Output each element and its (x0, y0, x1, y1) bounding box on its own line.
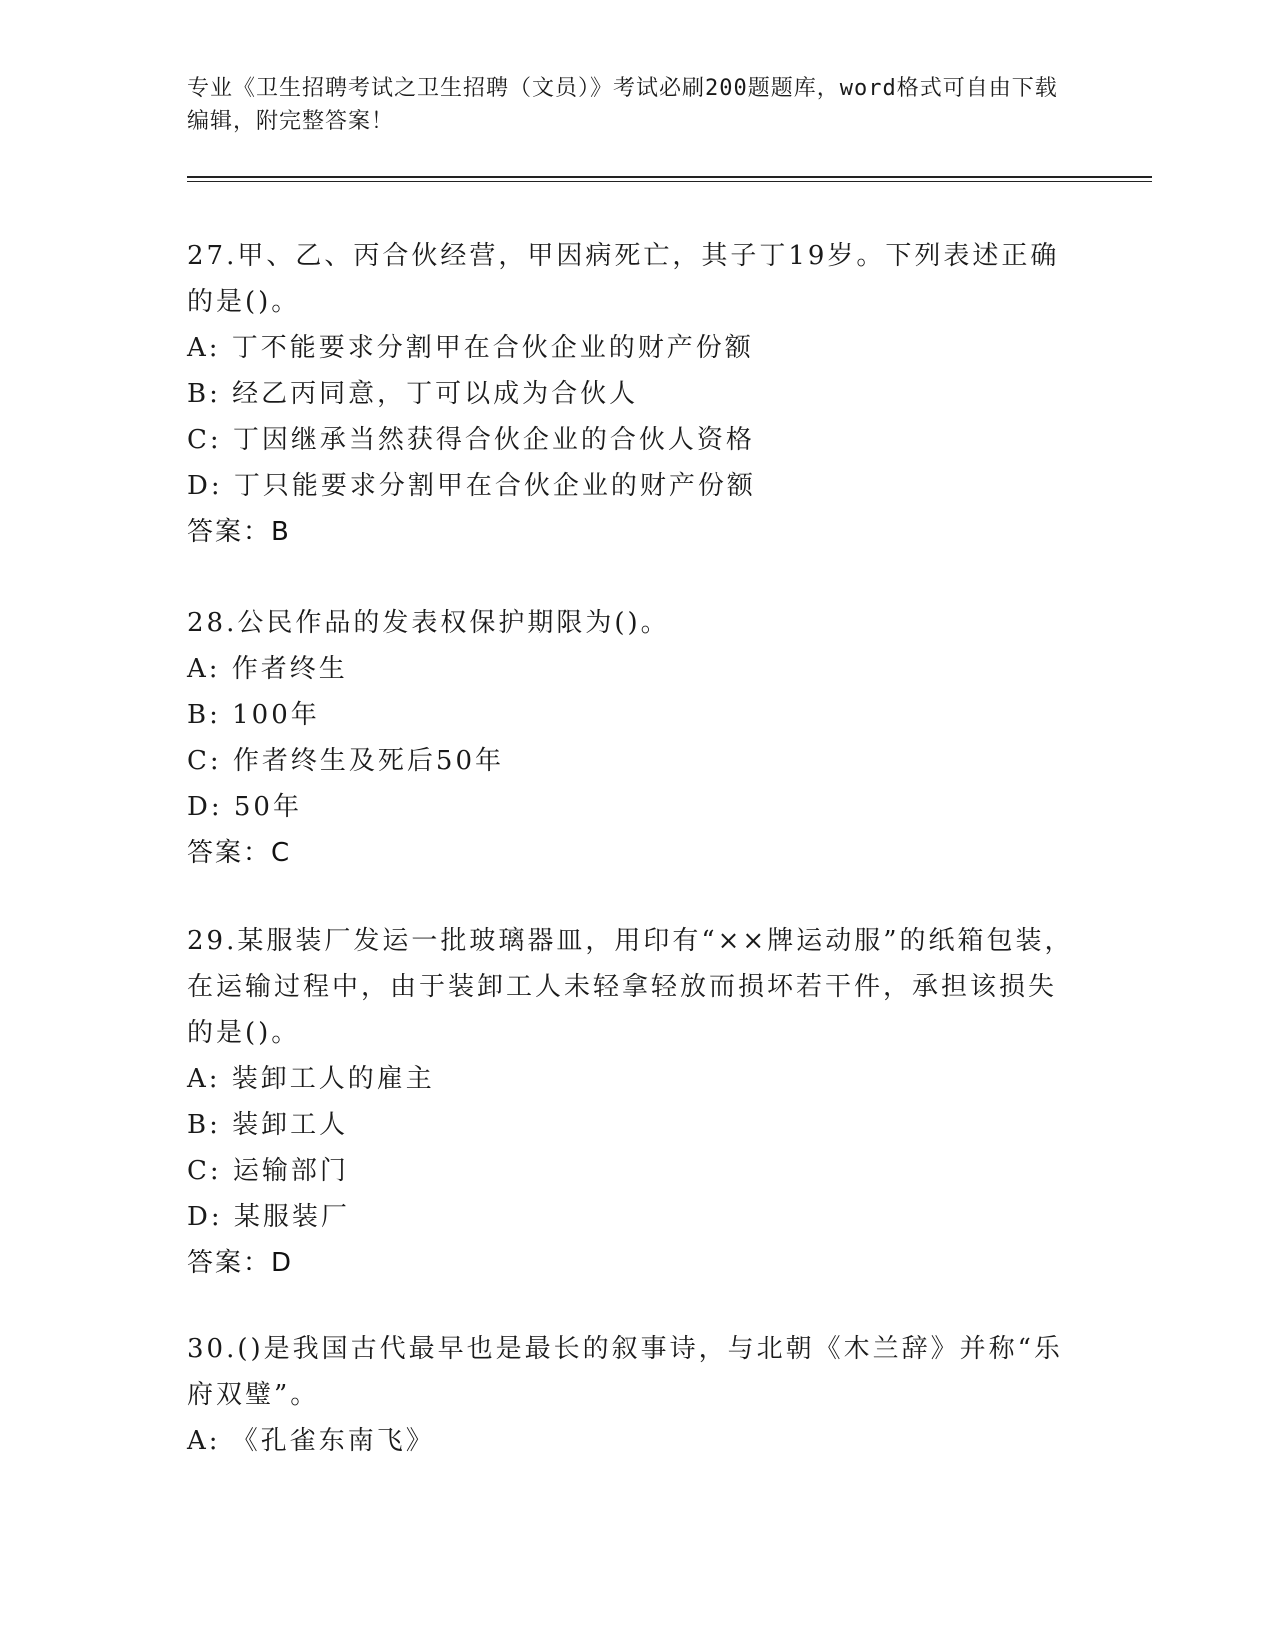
option-b: B: 100年 (187, 700, 320, 730)
option-d: D: 50年 (187, 792, 302, 822)
question-stem: 27.甲、乙、丙合伙经营，甲因病死亡，其子丁19岁。下列表述正确的是()。 (187, 241, 1060, 317)
question-27 (187, 233, 1077, 555)
option-a: A: 作者终生 (187, 654, 348, 684)
option-a: A: 丁不能要求分割甲在合伙企业的财产份额 (187, 333, 754, 363)
answer-label: 答案：C (187, 838, 292, 868)
header-divider-thin (187, 181, 1152, 182)
question-stem: 30.()是我国古代最早也是最长的叙事诗，与北朝《木兰辞》并称“乐府双璧”。 (187, 1334, 1063, 1410)
answer-label: 答案：D (187, 1248, 294, 1278)
option-d: D: 某服装厂 (187, 1202, 350, 1232)
header-divider-thick (187, 176, 1152, 178)
option-d: D: 丁只能要求分割甲在合伙企业的财产份额 (187, 471, 756, 501)
option-c: C: 丁因继承当然获得合伙企业的合伙人资格 (187, 425, 755, 455)
answer-label: 答案：B (187, 517, 291, 547)
option-c: C: 作者终生及死后50年 (187, 746, 505, 776)
option-b: B: 经乙丙同意，丁可以成为合伙人 (187, 379, 639, 409)
question-28 (187, 600, 1077, 876)
question-stem: 28.公民作品的发表权保护期限为()。 (187, 608, 670, 638)
option-b: B: 装卸工人 (187, 1110, 349, 1140)
option-a: A: 《孔雀东南飞》 (187, 1426, 435, 1456)
question-stem: 29.某服装厂发运一批玻璃器皿，用印有“××牌运动服”的纸箱包装，在运输过程中，由于装卸工人未轻拿轻放而损坏若干件，承担该损失的是()。 (187, 926, 1074, 1048)
document-header: 专业《卫生招聘考试之卫生招聘（文员）》考试必刷200题题库，word格式可自由下载编辑，附完整答案！ (187, 76, 1058, 134)
option-a: A: 装卸工人的雇主 (187, 1064, 435, 1094)
question-30 (187, 1326, 1077, 1464)
question-29 (187, 918, 1077, 1286)
option-c: C: 运输部门 (187, 1156, 349, 1186)
